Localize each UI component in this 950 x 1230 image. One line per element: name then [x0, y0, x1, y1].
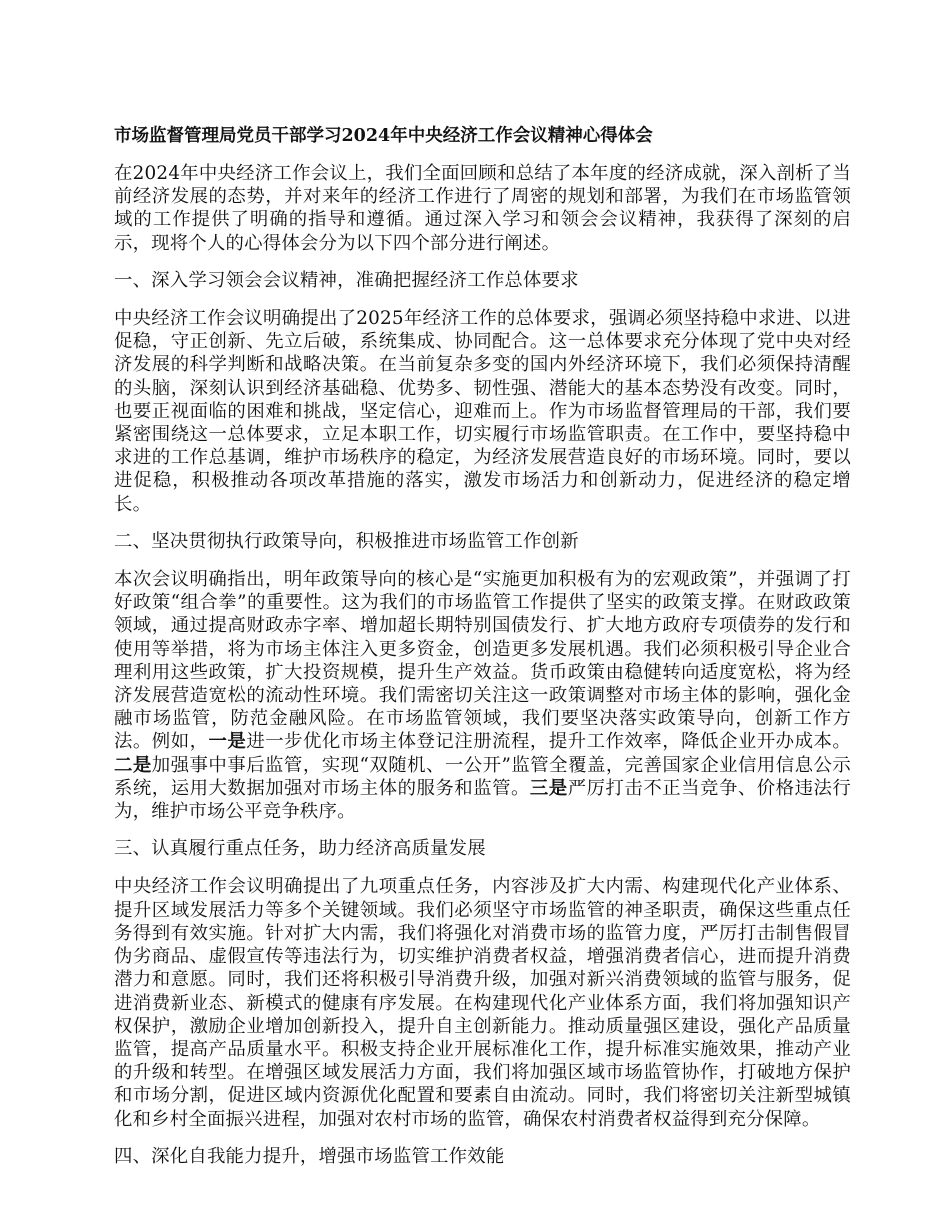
- text-segment: 加强事中事后监管，实现“双随机、一公开”监管全覆盖，完善国家企业信用信息公示系统，运用大数据加强对市场主体的服务和监管。: [114, 754, 851, 799]
- section-4-heading: 四、深化自我能力提升，增强市场监管工作效能: [114, 1145, 505, 1167]
- section-1-body: 中央经济工作会议明确提出了2025年经济工作的总体要求，强调必须坚持稳中求进、以进促稳，守正创新、先立后破，系统集成、协同配合。这一总体要求充分体现了党中央对经济发展的科学判断和战略决策。在当前复杂多变的国内外经济环境下，我们必须保持清醒的头脑，深刻认识到经济基础稳、优势多、韧性强、潜能大的基本态势没有改变。同时，也要正视面临的困难和挑战，坚定信心，迎难而上。作为市场监督管理局的干部，我们要紧密围绕这一总体要求，立足本职工作，切实履行市场监管职责。在工作中，要坚持稳中求进的工作总基调，维护市场秩序的稳定，为经济发展营造良好的市场环境。同时，要以进促稳，积极推动各项改革措施的落实，激发市场活力和创新动力，促进经济的稳定增长。: [114, 308, 851, 515]
- text-segment: 严厉打击不正当竞争、价格违法行为，维护市场公平竞争秩序。: [114, 777, 851, 823]
- section-1-heading: 一、深入学习领会会议精神，准确把握经济工作总体要求: [114, 269, 579, 291]
- bold-marker-third: 三是: [529, 777, 568, 799]
- document-title: 市场监督管理局党员干部学习2024年中央经济工作会议精神心得体会: [114, 126, 653, 146]
- section-2-heading: 二、坚决贯彻执行政策导向，积极推进市场监管工作创新: [114, 530, 579, 552]
- section-2-body: [114, 568, 851, 823]
- bold-marker-first: 一是: [208, 731, 247, 753]
- section-3-body: 中央经济工作会议明确提出了九项重点任务，内容涉及扩大内需、构建现代化产业体系、提升区域发展活力等多个关键领域。我们必须坚守市场监管的神圣职责，确保这些重点任务得到有效实施。针对扩大内需，我们将强化对消费市场的监管力度，严厉打击制售假冒伪劣商品、虚假宣传等违法行为，切实维护消费者权益，增强消费者信心，进而提升消费潜力和意愿。同时，我们还将积极引导消费升级，加强对新兴消费领域的监管与服务，促进消费新业态、新模式的健康有序发展。在构建现代化产业体系方面，我们将加强知识产权保护，激励企业增加创新投入，提升自主创新能力。推动质量强区建设，强化产品质量监管，提高产品质量水平。积极支持企业开展标准化工作，提升标准实施效果，推动产业的升级和转型。在增强区域发展活力方面，我们将加强区域市场监管协作，打破地方保护和市场分割，促进区域内资源优化配置和要素自由流动。同时，我们将密切关注新型城镇化和乡村全面振兴进程，加强对农村市场的监管，确保农村消费者权益得到充分保障。: [114, 876, 851, 1130]
- section-3-heading: 三、认真履行重点任务，助力经济高质量发展: [114, 838, 486, 860]
- intro-paragraph: 在2024年中央经济工作会议上，我们全面回顾和总结了本年度的经济成就，深入剖析了当前经济发展的态势，并对来年的经济工作进行了周密的规划和部署，为我们在市场监管领域的工作提供了明确的指导和遵循。通过深入学习和领会会议精神，我获得了深刻的启示，现将个人的心得体会分为以下四个部分进行阐述。: [114, 163, 851, 254]
- text-segment: 本次会议明确指出，明年政策导向的核心是“实施更加积极有为的宏观政策”，并强调了打好政策“组合拳”的重要性。这为我们的市场监管工作提供了坚实的政策支撑。在财政政策领域，通过提高财政赤字率、增加超长期特别国债发行、扩大地方政府专项债券的发行和使用等举措，将为市场主体注入更多资金，创造更多发展机遇。我们必须积极引导企业合理利用这些政策，扩大投资规模，提升生产效益。货币政策由稳健转向适度宽松，将为经济发展营造宽松的流动性环境。我们需密切关注这一政策调整对市场主体的影响，强化金融市场监管，防范金融风险。在市场监管领域，我们要坚决落实政策导向，创新工作方法。例如，: [114, 569, 851, 753]
- bold-marker-second: 二是: [114, 754, 152, 776]
- text-segment: 进一步优化市场主体登记注册流程，提升工作效率，降低企业开办成本。: [246, 731, 851, 753]
- document-page: [114, 124, 851, 1183]
